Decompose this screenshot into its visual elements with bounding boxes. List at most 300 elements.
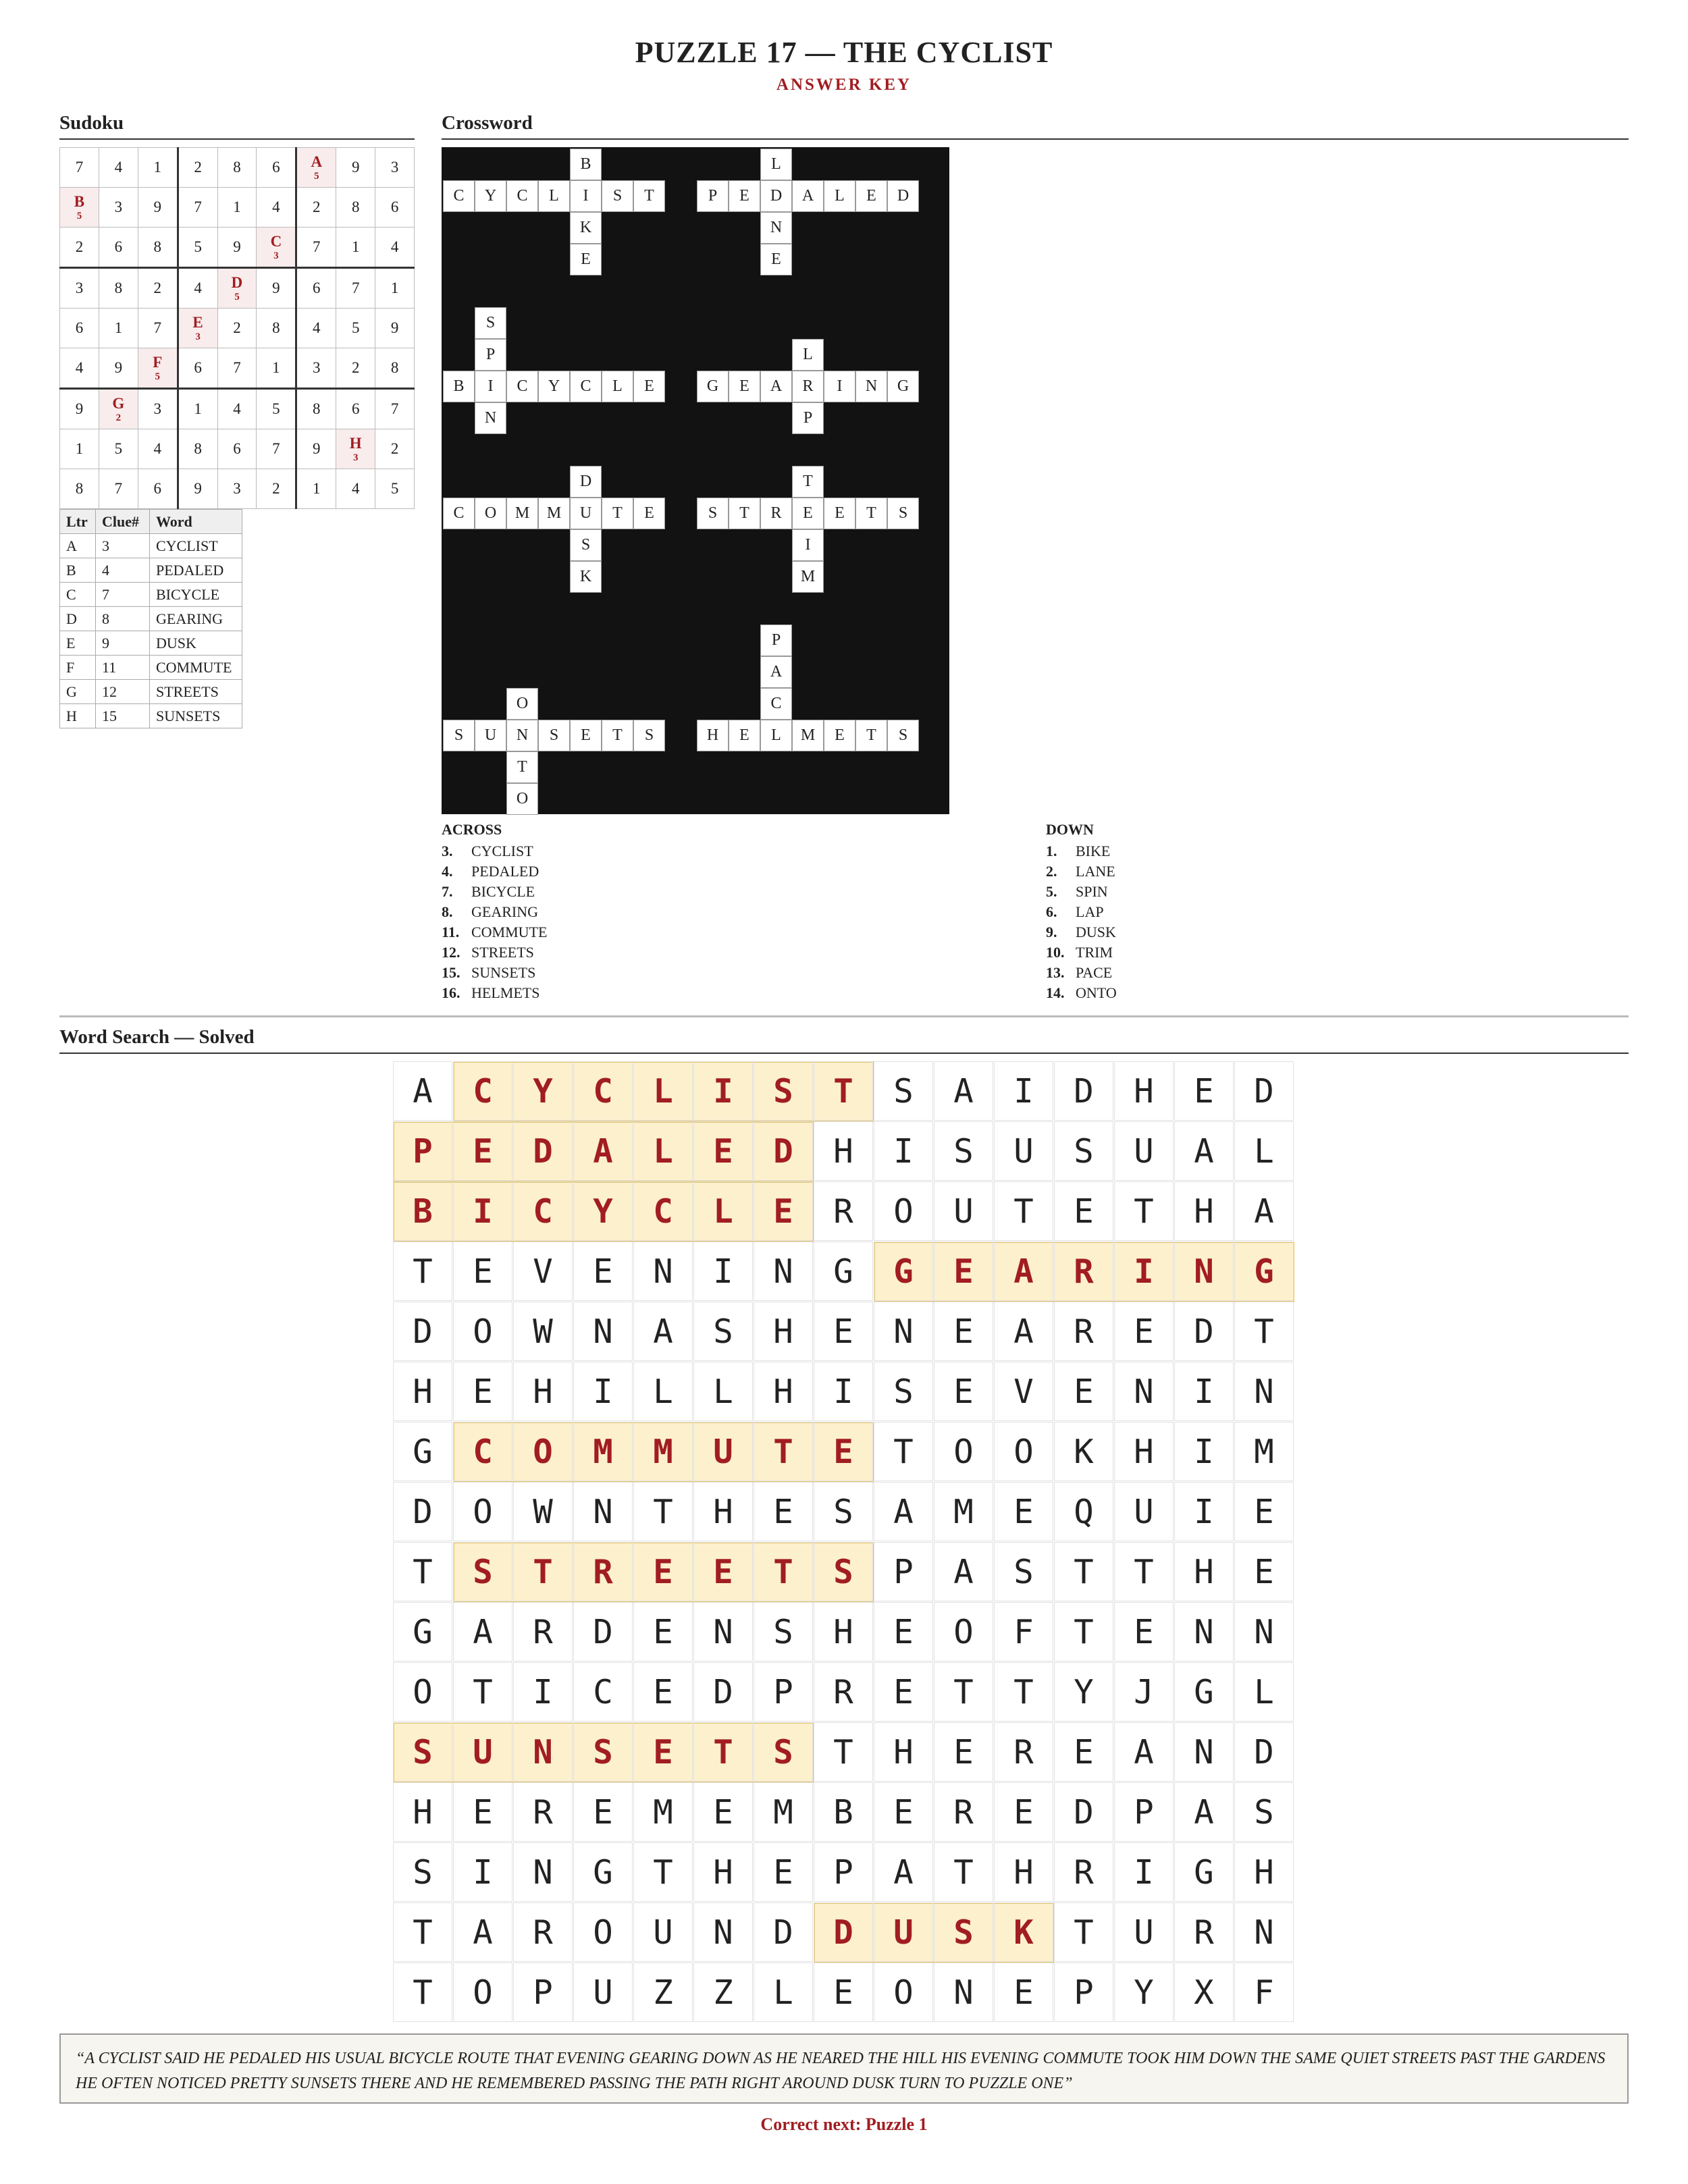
wordsearch-letter: E — [573, 1242, 633, 1301]
wordsearch-found-letter: C — [453, 1061, 512, 1121]
crossword-cell: T — [729, 498, 760, 529]
sudoku-cell: 6 — [375, 188, 415, 228]
clue-answer: DUSK — [1076, 924, 1116, 940]
across-clue — [442, 841, 547, 861]
sudoku-cell: 3 — [99, 188, 138, 228]
sudoku-cell: 8 — [138, 228, 178, 268]
sudoku-cell: 6 — [217, 429, 257, 469]
wordsearch-letter: A — [874, 1842, 933, 1902]
crossword-cell: I — [570, 180, 602, 212]
wordsearch-letter: N — [1234, 1902, 1294, 1962]
wordsearch-letter: I — [453, 1842, 512, 1902]
wordsearch-letter: T — [934, 1842, 993, 1902]
wordsearch-found-letter: B — [393, 1181, 452, 1241]
crossword-cell: E — [729, 371, 760, 402]
crossword-cell: T — [633, 180, 665, 212]
sudoku-cell: 4 — [99, 148, 138, 188]
wordsearch-found-letter: G — [874, 1242, 933, 1301]
wordsearch-found-letter: E — [754, 1181, 813, 1241]
wordsearch-letter: T — [994, 1181, 1053, 1241]
crossword-cell: N — [760, 212, 792, 244]
sudoku-cell: 4 — [257, 188, 296, 228]
crossword-cell: L — [538, 180, 570, 212]
crossword-cell: T — [855, 720, 887, 751]
wordsearch-letter: N — [693, 1902, 753, 1962]
wordsearch-letter: N — [513, 1842, 573, 1902]
wordsearch-letter: G — [393, 1602, 452, 1661]
key-letter: G — [60, 680, 96, 704]
wordsearch-letter: I — [1174, 1422, 1234, 1481]
wordsearch-letter: S — [994, 1542, 1053, 1601]
wordsearch-found-letter: C — [573, 1061, 633, 1121]
wordsearch-letter: B — [814, 1782, 873, 1842]
wordsearch-letter: P — [513, 1963, 573, 2022]
crossword-cell: N — [506, 720, 538, 751]
wordsearch-found-letter: E — [934, 1242, 993, 1301]
clue-number: 12. — [442, 944, 460, 961]
crossword-cell: S — [887, 498, 919, 529]
wordsearch-letter: S — [693, 1302, 753, 1361]
wordsearch-letter: G — [1174, 1842, 1234, 1902]
wordsearch-found-letter: S — [453, 1542, 512, 1601]
crossword-cell: C — [443, 180, 475, 212]
wordsearch-letter: T — [1054, 1902, 1113, 1962]
sudoku-cell: 5 — [375, 469, 415, 509]
wordsearch-letter: T — [393, 1902, 452, 1962]
wordsearch-letter: P — [754, 1662, 813, 1722]
down-clue — [1046, 882, 1117, 902]
clue-answer: TRIM — [1076, 944, 1113, 961]
wordsearch-letter: E — [453, 1782, 512, 1842]
sudoku-letter: B — [74, 192, 85, 210]
across-clue-list — [442, 841, 547, 1003]
clue-number: 11. — [442, 924, 460, 940]
sudoku-cell: 9 — [375, 309, 415, 348]
wordsearch-letter: E — [1114, 1602, 1173, 1661]
wordsearch-letter: T — [633, 1842, 693, 1902]
wordsearch-heading: Word Search — Solved — [59, 1026, 1629, 1054]
crossword-cell: L — [792, 339, 824, 371]
sudoku-cell: 5 — [257, 389, 296, 429]
key-letter: D — [60, 607, 96, 631]
clue-number: 4. — [442, 863, 453, 880]
sudoku-row — [60, 469, 415, 509]
sudoku-row — [60, 268, 415, 309]
wordsearch-found-letter: R — [1054, 1242, 1113, 1301]
across-clue — [442, 902, 547, 922]
key-row — [60, 704, 242, 728]
wordsearch-letter: O — [934, 1422, 993, 1481]
sudoku-cell: 5 — [99, 429, 138, 469]
wordsearch-letter: A — [393, 1061, 452, 1121]
wordsearch-found-letter: C — [453, 1422, 512, 1481]
across-clue — [442, 922, 547, 942]
wordsearch-letter: R — [1054, 1302, 1113, 1361]
wordsearch-letter: F — [1234, 1963, 1294, 2022]
wordsearch-letter: Q — [1054, 1482, 1113, 1541]
sudoku-cell: 7 — [257, 429, 296, 469]
wordsearch-letter: S — [754, 1602, 813, 1661]
wordsearch-letter: L — [1234, 1121, 1294, 1181]
clue-number: 5. — [1046, 883, 1057, 900]
across-heading: ACROSS — [442, 821, 502, 838]
crossword-cell: M — [792, 720, 824, 751]
clue-answer: PACE — [1076, 964, 1113, 981]
crossword-cell: I — [792, 529, 824, 561]
sudoku-row — [60, 309, 415, 348]
crossword-grid — [442, 147, 949, 814]
wordsearch-letter: N — [633, 1242, 693, 1301]
wordsearch-letter: N — [754, 1242, 813, 1301]
wordsearch-letter: U — [934, 1181, 993, 1241]
crossword-cell: L — [824, 180, 855, 212]
wordsearch-found-letter: O — [513, 1422, 573, 1481]
sudoku-cell: 9 — [296, 429, 336, 469]
wordsearch-letter: D — [1174, 1302, 1234, 1361]
wordsearch-found-letter: U — [693, 1422, 753, 1481]
clue-number: 10. — [1046, 944, 1065, 961]
wordsearch-letter: G — [1174, 1662, 1234, 1722]
sudoku-cell: 9 — [217, 228, 257, 268]
clue-number: 3. — [442, 843, 453, 859]
across-clue — [442, 861, 547, 882]
wordsearch-letter: T — [874, 1422, 933, 1481]
wordsearch-letter: E — [994, 1963, 1053, 2022]
sudoku-cell: 2 — [60, 228, 99, 268]
wordsearch-letter: L — [693, 1362, 753, 1421]
key-letter: C — [60, 583, 96, 607]
down-clue — [1046, 902, 1117, 922]
clue-answer: HELMETS — [471, 984, 540, 1001]
wordsearch-letter: I — [573, 1362, 633, 1421]
sudoku-letter-cell — [296, 148, 336, 188]
sudoku-cell: 4 — [375, 228, 415, 268]
wordsearch-letter: D — [693, 1662, 753, 1722]
wordsearch-letter: H — [513, 1362, 573, 1421]
down-clue — [1046, 861, 1117, 882]
sudoku-cell: 4 — [60, 348, 99, 389]
crossword-cell: E — [729, 720, 760, 751]
crossword-cell: T — [602, 498, 633, 529]
crossword-cell: E — [633, 371, 665, 402]
wordsearch-grid — [393, 1061, 1299, 2023]
key-letter: A — [60, 534, 96, 558]
key-letter: H — [60, 704, 96, 728]
sudoku-cell: 1 — [296, 469, 336, 509]
key-clue-number: 9 — [96, 631, 150, 656]
crossword-cell: G — [887, 371, 919, 402]
wordsearch-letter: S — [1234, 1782, 1294, 1842]
wordsearch-letter: O — [934, 1602, 993, 1661]
crossword-cell: E — [855, 180, 887, 212]
wordsearch-letter: Z — [693, 1963, 753, 2022]
clue-number: 9. — [1046, 924, 1057, 940]
wordsearch-letter: E — [1234, 1482, 1294, 1541]
next-puzzle-note: Correct next: Puzzle 1 — [760, 2114, 928, 2134]
wordsearch-letter: O — [453, 1482, 512, 1541]
clue-answer: BICYCLE — [471, 883, 535, 900]
wordsearch-letter: R — [513, 1602, 573, 1661]
wordsearch-letter: V — [994, 1362, 1053, 1421]
wordsearch-found-letter: S — [573, 1722, 633, 1782]
sudoku-letter-value: 5 — [314, 170, 319, 182]
wordsearch-found-letter: N — [513, 1722, 573, 1782]
down-clue — [1046, 983, 1117, 1003]
crossword-cell: G — [697, 371, 729, 402]
down-clue — [1046, 963, 1117, 983]
wordsearch-letter: D — [1234, 1061, 1294, 1121]
key-row — [60, 583, 242, 607]
crossword-cell: E — [760, 244, 792, 275]
crossword-cell: K — [570, 561, 602, 593]
sudoku-cell: 1 — [217, 188, 257, 228]
sudoku-cell: 6 — [60, 309, 99, 348]
sudoku-cell: 9 — [60, 389, 99, 429]
wordsearch-letter: A — [1174, 1782, 1234, 1842]
sudoku-cell: 6 — [138, 469, 178, 509]
crossword-cell: O — [506, 783, 538, 815]
wordsearch-letter: T — [453, 1662, 512, 1722]
crossword-cell: T — [506, 751, 538, 783]
crossword-cell: C — [760, 688, 792, 720]
sudoku-cell: 4 — [138, 429, 178, 469]
key-row — [60, 534, 242, 558]
crossword-cell: S — [633, 720, 665, 751]
wordsearch-letter: T — [1054, 1542, 1113, 1601]
crossword-cell: K — [570, 212, 602, 244]
crossword-cell: E — [570, 720, 602, 751]
wordsearch-letter: A — [633, 1302, 693, 1361]
sudoku-cell: 2 — [296, 188, 336, 228]
wordsearch-found-letter: U — [453, 1722, 512, 1782]
sudoku-cell: 8 — [336, 188, 375, 228]
sudoku-cell: 7 — [296, 228, 336, 268]
down-clue — [1046, 942, 1117, 963]
wordsearch-letter: H — [1174, 1181, 1234, 1241]
wordsearch-letter: S — [1054, 1121, 1113, 1181]
wordsearch-letter: X — [1174, 1963, 1234, 2022]
wordsearch-letter: T — [633, 1482, 693, 1541]
crossword-cell: R — [760, 498, 792, 529]
key-row — [60, 558, 242, 583]
wordsearch-found-letter: C — [633, 1181, 693, 1241]
wordsearch-letter: E — [1234, 1542, 1294, 1601]
crossword-cell: C — [506, 180, 538, 212]
wordsearch-letter: I — [994, 1061, 1053, 1121]
wordsearch-letter: A — [1234, 1181, 1294, 1241]
wordsearch-found-letter: R — [573, 1542, 633, 1601]
wordsearch-letter: E — [633, 1662, 693, 1722]
sudoku-row — [60, 389, 415, 429]
wordsearch-found-letter: D — [814, 1902, 873, 1962]
sudoku-cell: 9 — [178, 469, 217, 509]
sudoku-cell: 1 — [178, 389, 217, 429]
wordsearch-found-letter: S — [814, 1542, 873, 1601]
wordsearch-letter: I — [1174, 1362, 1234, 1421]
sudoku-cell: 3 — [138, 389, 178, 429]
sudoku-cell: 4 — [296, 309, 336, 348]
key-word: COMMUTE — [150, 656, 242, 680]
across-clue — [442, 983, 547, 1003]
page-title: PUZZLE 17 — THE CYCLIST — [635, 36, 1053, 69]
sudoku-cell: 7 — [138, 309, 178, 348]
crossword-cell: N — [855, 371, 887, 402]
crossword-cell: C — [443, 498, 475, 529]
wordsearch-letter: E — [1174, 1061, 1234, 1121]
wordsearch-letter: A — [934, 1061, 993, 1121]
sudoku-letter-cell — [217, 268, 257, 309]
wordsearch-letter: E — [934, 1302, 993, 1361]
section-divider — [59, 1015, 1629, 1017]
wordsearch-letter: D — [1234, 1722, 1294, 1782]
sudoku-cell: 7 — [375, 389, 415, 429]
key-letter: B — [60, 558, 96, 583]
wordsearch-letter: O — [573, 1902, 633, 1962]
key-letter: F — [60, 656, 96, 680]
crossword-cell: S — [697, 498, 729, 529]
key-clue-number: 7 — [96, 583, 150, 607]
clue-number: 7. — [442, 883, 453, 900]
sudoku-cell: 1 — [257, 348, 296, 389]
wordsearch-letter: O — [393, 1662, 452, 1722]
sudoku-letter: H — [349, 434, 362, 452]
wordsearch-letter: R — [513, 1782, 573, 1842]
key-clue-number: 4 — [96, 558, 150, 583]
sudoku-cell: 8 — [375, 348, 415, 389]
wordsearch-letter: T — [1114, 1542, 1173, 1601]
sudoku-cell: 7 — [217, 348, 257, 389]
wordsearch-letter: N — [1234, 1362, 1294, 1421]
wordsearch-found-letter: L — [693, 1181, 753, 1241]
wordsearch-letter: E — [1054, 1362, 1113, 1421]
wordsearch-letter: T — [393, 1542, 452, 1601]
wordsearch-found-letter: U — [874, 1902, 933, 1962]
key-row — [60, 631, 242, 656]
sudoku-cell: 8 — [99, 268, 138, 309]
sudoku-row — [60, 228, 415, 268]
wordsearch-found-letter: Y — [573, 1181, 633, 1241]
key-word: DUSK — [150, 631, 242, 656]
page-subtitle: ANSWER KEY — [776, 76, 912, 94]
wordsearch-found-letter: S — [754, 1722, 813, 1782]
wordsearch-letter: M — [633, 1782, 693, 1842]
sudoku-letter-value: 3 — [195, 331, 201, 342]
wordsearch-letter: G — [814, 1242, 873, 1301]
sudoku-heading: Sudoku — [59, 112, 415, 140]
across-clue — [442, 963, 547, 983]
clue-answer: COMMUTE — [471, 924, 548, 940]
key-word: BICYCLE — [150, 583, 242, 607]
wordsearch-found-letter: Y — [513, 1061, 573, 1121]
crossword-cell: U — [570, 498, 602, 529]
sudoku-row — [60, 148, 415, 188]
crossword-cell: L — [602, 371, 633, 402]
crossword-cell: O — [475, 498, 506, 529]
wordsearch-found-letter: L — [633, 1121, 693, 1181]
clue-answer: BIKE — [1076, 843, 1111, 859]
crossword-cell: H — [697, 720, 729, 751]
sudoku-letter-value: 5 — [76, 210, 82, 221]
crossword-cell: E — [824, 498, 855, 529]
wordsearch-letter: E — [994, 1482, 1053, 1541]
wordsearch-found-letter: G — [1234, 1242, 1294, 1301]
sudoku-cell: 9 — [257, 268, 296, 309]
key-clue-number: 8 — [96, 607, 150, 631]
wordsearch-letter: R — [513, 1902, 573, 1962]
key-row — [60, 680, 242, 704]
wordsearch-letter: D — [393, 1482, 452, 1541]
wordsearch-letter: U — [1114, 1482, 1173, 1541]
wordsearch-letter: U — [994, 1121, 1053, 1181]
wordsearch-letter: E — [994, 1782, 1053, 1842]
crossword-cell: L — [760, 720, 792, 751]
sudoku-cell: 3 — [60, 268, 99, 309]
clue-number: 16. — [442, 984, 460, 1001]
wordsearch-letter: Y — [1114, 1963, 1173, 2022]
wordsearch-letter: O — [994, 1422, 1053, 1481]
crossword-cell: D — [887, 180, 919, 212]
crossword-cell: Y — [538, 371, 570, 402]
sudoku-cell: 2 — [336, 348, 375, 389]
crossword-cell: R — [792, 371, 824, 402]
wordsearch-letter: P — [1114, 1782, 1173, 1842]
wordsearch-found-letter: E — [633, 1722, 693, 1782]
wordsearch-letter: A — [453, 1902, 512, 1962]
down-clue-list — [1046, 841, 1117, 1003]
sudoku-cell: 6 — [178, 348, 217, 389]
sudoku-letter-cell — [257, 228, 296, 268]
wordsearch-letter: E — [754, 1482, 813, 1541]
crossword-cell: S — [443, 720, 475, 751]
wordsearch-found-letter: C — [513, 1181, 573, 1241]
clue-answer: SUNSETS — [471, 964, 536, 981]
wordsearch-letter: O — [453, 1963, 512, 2022]
sudoku-cell: 4 — [336, 469, 375, 509]
wordsearch-letter: E — [633, 1602, 693, 1661]
crossword-cell: I — [824, 371, 855, 402]
sudoku-letter: E — [192, 313, 203, 331]
sudoku-cell: 7 — [60, 148, 99, 188]
clue-number: 15. — [442, 964, 460, 981]
wordsearch-letter: M — [754, 1782, 813, 1842]
wordsearch-letter: L — [633, 1362, 693, 1421]
wordsearch-letter: Z — [633, 1963, 693, 2022]
wordsearch-letter: I — [1114, 1842, 1173, 1902]
clue-number: 13. — [1046, 964, 1065, 981]
wordsearch-found-letter: K — [994, 1902, 1053, 1962]
wordsearch-letter: T — [994, 1662, 1053, 1722]
sudoku-letter-value: 2 — [115, 412, 122, 423]
across-clue — [442, 942, 547, 963]
sudoku-cell: 1 — [375, 268, 415, 309]
wordsearch-found-letter: E — [633, 1542, 693, 1601]
wordsearch-letter: E — [1054, 1722, 1113, 1782]
wordsearch-letter: U — [633, 1902, 693, 1962]
wordsearch-letter: R — [814, 1662, 873, 1722]
wordsearch-letter: A — [1114, 1722, 1173, 1782]
crossword-cell: P — [475, 339, 506, 371]
key-row — [60, 607, 242, 631]
wordsearch-letter: U — [1114, 1902, 1173, 1962]
wordsearch-letter: H — [393, 1782, 452, 1842]
wordsearch-letter: H — [814, 1602, 873, 1661]
sudoku-cell: 1 — [138, 148, 178, 188]
wordsearch-letter: T — [393, 1242, 452, 1301]
wordsearch-letter: E — [814, 1963, 873, 2022]
key-clue-number: 11 — [96, 656, 150, 680]
wordsearch-letter: R — [934, 1782, 993, 1842]
sudoku-row — [60, 188, 415, 228]
